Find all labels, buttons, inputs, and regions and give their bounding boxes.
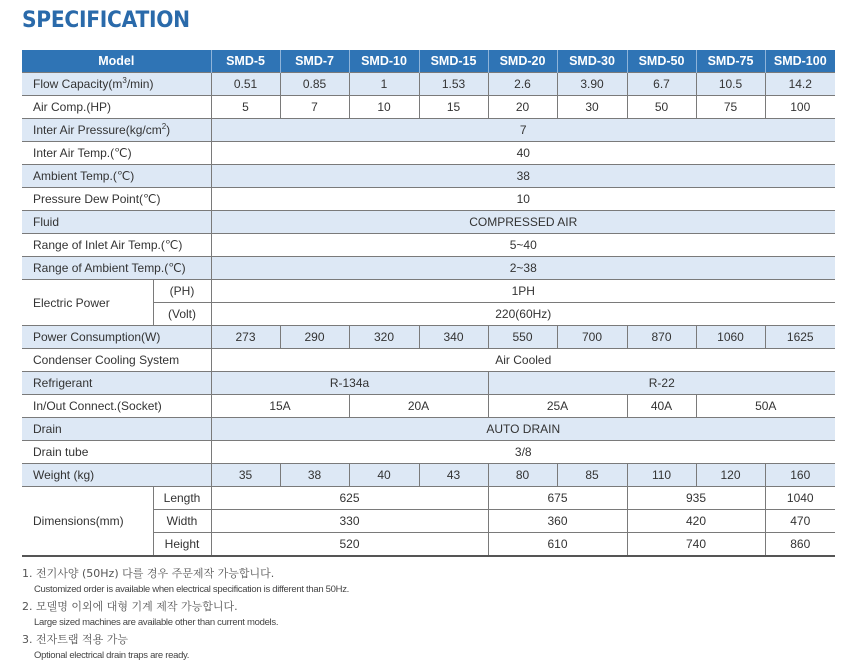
row-label: Condenser Cooling System [22, 349, 211, 372]
flow-capacity-row [22, 73, 835, 96]
row-label: Air Comp.(HP) [22, 96, 211, 119]
cell: 75 [696, 96, 765, 119]
fluid-row [22, 211, 835, 234]
cell: 550 [488, 326, 557, 349]
row-label: Flow $Capacity(m^3/\min)$ [22, 73, 211, 96]
cell: 40A [627, 395, 696, 418]
cell: 625 [211, 487, 488, 510]
cell: 1060 [696, 326, 765, 349]
cell: 1625 [765, 326, 835, 349]
notes [22, 566, 349, 665]
cell: 120 [696, 464, 765, 487]
model-header-cell: SMD-50 [627, 50, 696, 73]
cell: 3.90 [557, 73, 627, 96]
note-english: Optional electrical drain traps are ready. [34, 650, 190, 661]
in-out-connect-row [22, 395, 835, 418]
cell: 740 [627, 533, 765, 557]
cell: 675 [488, 487, 627, 510]
weight-row [22, 464, 835, 487]
cell: 38 [280, 464, 349, 487]
cell: 610 [488, 533, 627, 557]
note-korean: 2. 모델명 이외에 대형 기계 제작 가능합니다. [22, 600, 238, 613]
cell: AUTO DRAIN [211, 418, 835, 441]
sub-label: Width [153, 510, 211, 533]
model-header-cell: SMD-75 [696, 50, 765, 73]
cell: 5~40 [211, 234, 835, 257]
cell: 1.53 [419, 73, 488, 96]
row-label: Drain [22, 418, 211, 441]
cell: 50 [627, 96, 696, 119]
cell: 700 [557, 326, 627, 349]
cell: 40 [349, 464, 419, 487]
cell: 110 [627, 464, 696, 487]
cell: 15 [419, 96, 488, 119]
dimensions-length-row [22, 487, 835, 510]
cell: 1040 [765, 487, 835, 510]
cell: 1 [349, 73, 419, 96]
row-label: Refrigerant [22, 372, 211, 395]
cell: 5 [211, 96, 280, 119]
row-label: In/Out Connect.(Socket) [22, 395, 211, 418]
cell: 80 [488, 464, 557, 487]
row-label: Inter Air Temp.(℃) [22, 142, 211, 165]
cell: 2~38 [211, 257, 835, 280]
cell: 50A [696, 395, 835, 418]
model-header-cell: SMD-15 [419, 50, 488, 73]
cell: 0.85 [280, 73, 349, 96]
cell: 290 [280, 326, 349, 349]
inter-air-temp-row [22, 142, 835, 165]
cell: 10 [349, 96, 419, 119]
cell: 7 [211, 119, 835, 142]
row-label: Range of Ambient Temp.(℃) [22, 257, 211, 280]
cell: 6.7 [627, 73, 696, 96]
row-label: Ambient Temp.(℃) [22, 165, 211, 188]
inter-air-pressure-row [22, 119, 835, 142]
cell: Air Cooled [211, 349, 835, 372]
model-header-cell: SMD-100 [765, 50, 835, 73]
page-title: SPECIFICATION [22, 8, 190, 33]
row-label: Electric Power [22, 280, 153, 326]
model-header-cell: SMD-7 [280, 50, 349, 73]
row-label: Weight (kg) [22, 464, 211, 487]
row-label: Drain tube [22, 441, 211, 464]
sub-label: Height [153, 533, 211, 557]
air-comp-row [22, 96, 835, 119]
cell: 35 [211, 464, 280, 487]
cell: 470 [765, 510, 835, 533]
cell: 10 [211, 188, 835, 211]
cell: 860 [765, 533, 835, 557]
cell: 3/8 [211, 441, 835, 464]
sub-label: (PH) [153, 280, 211, 303]
cell: 330 [211, 510, 488, 533]
specification-table [22, 50, 835, 557]
cell: 1PH [211, 280, 835, 303]
cell: 100 [765, 96, 835, 119]
model-header-cell: SMD-20 [488, 50, 557, 73]
condenser-cooling-row [22, 349, 835, 372]
row-label: Fluid [22, 211, 211, 234]
cell: 15A [211, 395, 349, 418]
cell: 160 [765, 464, 835, 487]
cell: 520 [211, 533, 488, 557]
cell: 10.5 [696, 73, 765, 96]
note-english: Large sized machines are available other than current models. [34, 617, 279, 628]
drain-tube-row [22, 441, 835, 464]
cell: 25A [488, 395, 627, 418]
cell: 38 [211, 165, 835, 188]
note-english: Customized order is available when electrical specification is different than 50Hz. [34, 584, 349, 595]
cell: R-22 [488, 372, 835, 395]
cell: 0.51 [211, 73, 280, 96]
cell: 320 [349, 326, 419, 349]
note-korean: 1. 전기사양 (50Hz) 다를 경우 주문제작 가능합니다. [22, 567, 275, 580]
cell: 30 [557, 96, 627, 119]
cell: 360 [488, 510, 627, 533]
cell: 340 [419, 326, 488, 349]
row-label: Dimensions(mm) [22, 487, 153, 557]
model-header: Model [22, 50, 211, 73]
sub-label: (Volt) [153, 303, 211, 326]
ambient-range-row [22, 257, 835, 280]
cell: 85 [557, 464, 627, 487]
cell: R-134a [211, 372, 488, 395]
model-header-cell: SMD-10 [349, 50, 419, 73]
drain-row [22, 418, 835, 441]
cell: 220(60Hz) [211, 303, 835, 326]
note-korean: 3. 전자트랩 적용 가능 [22, 633, 128, 646]
inlet-air-range-row [22, 234, 835, 257]
ambient-temp-row [22, 165, 835, 188]
cell: 2.6 [488, 73, 557, 96]
cell: 20 [488, 96, 557, 119]
cell: 870 [627, 326, 696, 349]
model-header-cell: SMD-5 [211, 50, 280, 73]
cell: 273 [211, 326, 280, 349]
cell: 14.2 [765, 73, 835, 96]
cell: COMPRESSED AIR [211, 211, 835, 234]
sub-label: Length [153, 487, 211, 510]
row-label: Inter Air $Pressure(kg/cm^2)$ [22, 119, 211, 142]
cell: 420 [627, 510, 765, 533]
cell: 7 [280, 96, 349, 119]
cell: 20A [349, 395, 488, 418]
row-label: Pressure Dew Point(℃) [22, 188, 211, 211]
refrigerant-row [22, 372, 835, 395]
cell: 935 [627, 487, 765, 510]
pressure-dew-point-row [22, 188, 835, 211]
row-label: Power Consumption(W) [22, 326, 211, 349]
header-row [22, 50, 835, 73]
cell: 43 [419, 464, 488, 487]
model-header-cell: SMD-30 [557, 50, 627, 73]
row-label: Range of Inlet Air Temp.(℃) [22, 234, 211, 257]
electric-power-ph-row [22, 280, 835, 303]
cell: 40 [211, 142, 835, 165]
power-consumption-row [22, 326, 835, 349]
